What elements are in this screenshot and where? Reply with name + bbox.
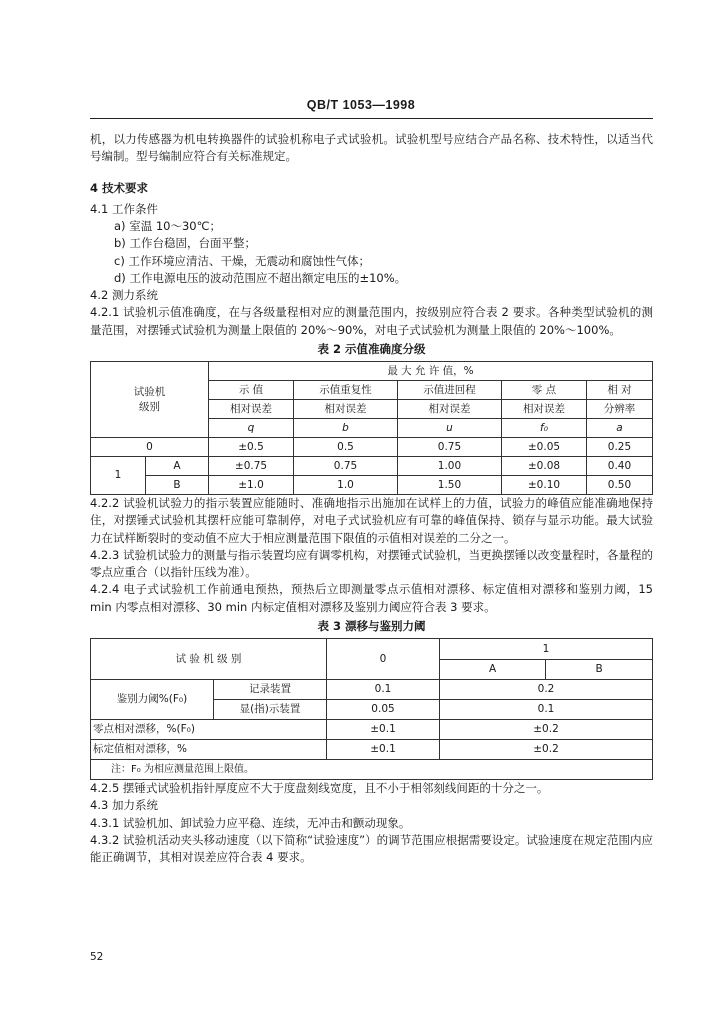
section-4-2-title: 4.2 测力系统 [90,288,158,302]
table-row [91,680,653,700]
col-symbol: b [294,419,398,438]
col-header-line1: 零 点 [501,381,586,400]
value-cell: ±0.10 [501,476,586,495]
level-cell: 0 [91,438,209,457]
section-4-2-5-paragraph: 4.2.5 摆锤式试验机指针厚度应不大于度盘刻线宽度，且不小于相邻刻线间距的十分之一。 [90,781,549,795]
value-cell: ±0.1 [327,740,440,760]
section-4-title: 4 技术要求 [90,180,149,195]
col-header-line2: 分辨率 [586,400,652,419]
value-cell: 0.5 [294,438,398,457]
value-cell: 1.50 [397,476,501,495]
max-allowed-header: 最 大 允 许 值，% [209,362,653,381]
value-cell: 0.50 [586,476,652,495]
threshold-label: 鉴别力阈%(F₀) [91,680,214,720]
value-cell: ±0.5 [209,438,294,457]
level-header: 试 验 机 级 别 [91,639,327,680]
section-4-2-4-paragraph: 4.2.4 电子式试验机工作前通电预热，预热后立即测量零点示值相对漂移、标定值相对漂移和鉴别力阈，15 min 内零点相对漂移、30 min 内标定值相对漂移及鉴别力阈应符合表 3 要求。 [90,582,653,614]
section-4-2-2-paragraph: 4.2.2 试验机试验力的指示装置应能随时、准确地指示出施加在试样上的力值，试验力的峰值应能准确地保持住，对摆锤式试验机其摆杆应能可靠制停，对电子式试验机应有可靠的峰值保持、锁存与显示功能。最大试验力在试样断裂时的变动值不应大于相应测量范围下限值的示值相对误差的二分之一。 [90,496,653,545]
page-content [90,131,653,866]
condition-item: c) 工作环境应清洁、干燥，无震动和腐蚀性气体； [114,253,370,268]
table-row [91,720,653,740]
col-header-line1: 相 对 [586,381,652,400]
value-cell: 1.00 [397,457,501,476]
level-column-header: 试验机 级别 [91,362,209,438]
level-1b-header: B [546,659,653,680]
value-cell: 0.25 [586,438,652,457]
col-header-line2: 相对误差 [397,400,501,419]
sublevel-cell: A [146,457,209,476]
value-cell: ±0.05 [501,438,586,457]
col-header-line1: 示值重复性 [294,381,398,400]
calib-drift-label: 标定值相对漂移，% [91,740,327,760]
value-cell: 0.40 [586,457,652,476]
value-cell: 0.1 [327,680,440,700]
col-header-line2: 相对误差 [501,400,586,419]
col-header-line2: 相对误差 [294,400,398,419]
value-cell: 0.75 [397,438,501,457]
value-cell: 0.1 [440,700,653,720]
table-row [91,457,653,476]
value-cell: ±0.1 [327,720,440,740]
level-cell: 1 [91,457,146,495]
table-3-note: 注：F₀ 为相应测量范围上限值。 [91,760,653,780]
col-header-line1: 示 值 [209,381,294,400]
header-rule [90,118,653,119]
value-cell: ±0.75 [209,457,294,476]
section-4-3-title: 4.3 加力系统 [90,798,158,813]
table-3-caption: 表 3 漂移与鉴别力阈 [317,618,426,633]
value-cell: 0.2 [440,680,653,700]
value-cell: 1.0 [294,476,398,495]
table-row [91,476,653,495]
col-symbol: q [209,419,294,438]
value-cell: ±0.08 [501,457,586,476]
section-4-2-1-paragraph: 4.2.1 试验机示值准确度，在与各级量程相对应的测量范围内，按级别应符合表 2 要求。各种类型试验机的测量范围，对摆锤式试验机为测量上限值的 20%～90%，对电子式试验机为测量上限值的 20%～100%。 [90,305,653,337]
condition-item: a) 室温 10～30℃； [114,219,222,233]
table-2-caption: 表 2 示值准确度分级 [317,341,426,356]
drift-threshold-table [90,638,653,780]
table-row [91,740,653,760]
accuracy-grade-table [90,361,653,495]
value-cell: ±0.2 [440,740,653,760]
section-4-3-2-paragraph: 4.3.2 试验机活动夹头移动速度（以下简称“试验速度”）的调节范围应根据需要设定。试验速度在规定范围内应能正确调节，其相对误差应符合表 4 要求。 [90,832,653,864]
col-symbol: a [586,419,652,438]
col-symbol: u [397,419,501,438]
col-header-line1: 示值进回程 [397,381,501,400]
condition-item: d) 工作电源电压的波动范围应不超出额定电压的±10%。 [114,270,407,285]
section-4-2-3-paragraph: 4.2.3 试验机试验力的测量与指示装置均应有调零机构，对摆锤式试验机，当更换摆锤以改变量程时，各量程的零点应重合（以指针压线为准）。 [90,547,653,579]
col-header-line2: 相对误差 [209,400,294,419]
indicate-device-label: 显(指)示装置 [214,700,327,720]
page-number: 52 [90,951,104,963]
condition-item: b) 工作台稳固，台面平整； [114,236,256,251]
table-row [91,438,653,457]
standard-code-header: QB/T 1053—1998 [306,98,416,112]
sublevel-cell: B [146,476,209,495]
section-4-3-1-paragraph: 4.3.1 试验机加、卸试验力应平稳、连续，无冲击和颤动现象。 [90,815,411,830]
value-cell: 0.05 [327,700,440,720]
zero-drift-label: 零点相对漂移，%(F₀) [91,720,327,740]
level-1-header: 1 [440,639,653,660]
col-symbol: f₀ [501,419,586,438]
value-cell: ±0.2 [440,720,653,740]
value-cell: 0.75 [294,457,398,476]
value-cell: ±1.0 [209,476,294,495]
level-1a-header: A [440,659,546,680]
intro-paragraph: 机，以力传感器为机电转换器件的试验机称电子式试验机。试验机型号应结合产品名称、技术特性，以适当代号编制。型号编制应符合有关标准规定。 [90,132,653,164]
record-device-label: 记录装置 [214,680,327,700]
level-0-header: 0 [327,639,440,680]
section-4-1-title: 4.1 工作条件 [90,201,158,216]
